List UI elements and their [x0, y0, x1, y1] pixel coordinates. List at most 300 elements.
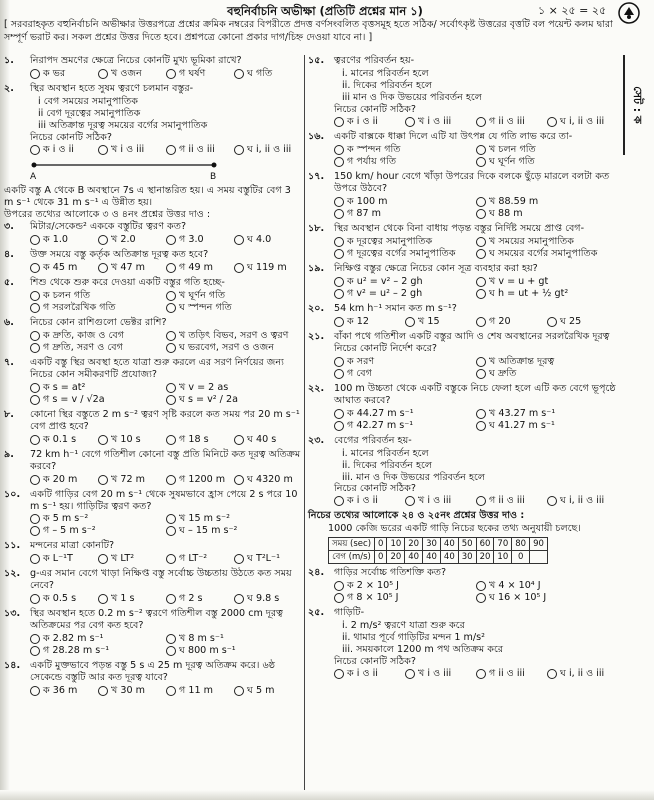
option[interactable]: ঘ স্পন্দন গতি	[166, 302, 302, 314]
option-circle-icon	[98, 435, 108, 445]
option-circle-icon	[30, 69, 40, 79]
table-cell	[530, 551, 548, 564]
table-cell: 20	[476, 551, 494, 564]
option[interactable]: ক সরণ	[334, 356, 476, 368]
question-ask: নিচের কোনটি সঠিক?	[30, 131, 112, 143]
question-4	[4, 249, 302, 261]
question-number: ১৯.	[308, 262, 325, 274]
option-circle-icon	[166, 526, 176, 536]
options-3	[4, 234, 302, 246]
option[interactable]: গ ঘর্ষণ	[166, 68, 234, 80]
option-circle-icon	[166, 145, 176, 155]
option[interactable]: ক দ্রুতি, কাজ ও বেগ	[30, 330, 166, 342]
question-6	[4, 317, 302, 329]
option-circle-icon	[30, 646, 40, 656]
option[interactable]: গ 42.27 m s⁻¹	[334, 420, 476, 432]
marks-label: ১ × ২৫ = ২৫	[538, 4, 607, 17]
question-14	[4, 660, 302, 684]
option-circle-icon	[476, 369, 486, 379]
option[interactable]: খ 47 m	[98, 262, 166, 274]
option[interactable]: ঘ 119 m	[234, 262, 302, 274]
option[interactable]: ঘ T²L⁻¹	[234, 553, 302, 565]
options-19	[308, 276, 618, 300]
option[interactable]: ক 12	[334, 316, 405, 328]
question-text: নিরাপদ ভ্রমণের ক্ষেত্রে নিচের কোনটি মুখ্য ভূমিকা রাখে?	[30, 55, 242, 66]
table-cell: 20	[387, 551, 405, 564]
option[interactable]: খ 72 m	[98, 474, 166, 486]
question-number: ২১.	[308, 330, 325, 342]
option-circle-icon	[30, 594, 40, 604]
option-circle-icon	[30, 145, 40, 155]
option[interactable]: গ দূরত্বের বর্গের সমানুপাতিক	[334, 248, 476, 260]
table-cell: 40	[405, 551, 423, 564]
table-cell: 40	[440, 538, 458, 551]
statement: iii অতিক্রান্ত দূরত্ব সময়ের বর্গের সমানুপাতিক	[38, 119, 208, 131]
option[interactable]: খ 10 s	[98, 434, 166, 446]
option-circle-icon	[334, 581, 344, 591]
option-circle-icon	[476, 496, 486, 506]
option-circle-icon	[476, 289, 486, 299]
option[interactable]: ক 36 m	[30, 685, 98, 697]
table-cell: 0	[375, 538, 387, 551]
options-15	[308, 116, 618, 128]
question-20	[308, 303, 618, 315]
option-circle-icon	[405, 496, 415, 506]
option[interactable]: গ 18 s	[166, 434, 234, 446]
option-circle-icon	[405, 317, 415, 327]
option-circle-icon	[334, 496, 344, 506]
option-circle-icon	[30, 383, 40, 393]
question-ask: নিচের কোনটি সঠিক?	[334, 483, 416, 495]
page-shadow-bottom	[0, 790, 654, 800]
option-circle-icon	[166, 343, 176, 353]
option[interactable]: ক স্পন্দন গতি	[334, 144, 476, 156]
question-text: মিটার/সেকেন্ড² এককে বস্তুটির ত্বরণ কত?	[30, 220, 187, 232]
question-text: একটি মুক্তভাবে পড়ন্ত বস্তু 5 s এ 25 m দূরত্ব অতিক্রম করে। ৬ষ্ঠ সেকেন্ডে বস্তুটি আর কত দূরত্ব যাবে?	[30, 660, 276, 684]
ab-line	[30, 159, 230, 173]
option[interactable]: ঘ 5 m	[234, 685, 302, 697]
option[interactable]: গ বেগ	[334, 368, 476, 380]
option[interactable]: ক i ও ii	[334, 495, 405, 507]
board-seal-icon	[618, 2, 640, 24]
option[interactable]: ক চলন গতি	[30, 290, 166, 302]
option-circle-icon	[476, 421, 486, 431]
option[interactable]: খ 2.0	[98, 234, 166, 246]
option-circle-icon	[476, 237, 486, 247]
statement: ii. দিকের পরিবর্তন হলে	[342, 459, 433, 471]
option[interactable]: খ 8 m s⁻¹	[166, 633, 302, 645]
question-number: ১০.	[4, 488, 21, 500]
options-17	[308, 196, 618, 220]
statement: i বেগ সময়ের সমানুপাতিক	[38, 95, 138, 107]
statement: i. মানের পরিবর্তন হলে	[342, 67, 429, 79]
option[interactable]: ক ভর	[30, 68, 98, 80]
left-column	[4, 55, 302, 700]
question-number: ২৪.	[308, 567, 325, 579]
question-5	[4, 277, 302, 289]
option[interactable]: গ v² = u² – 2 gh	[334, 288, 476, 300]
option-circle-icon	[166, 383, 176, 393]
stem-subtext: 1000 কেজি ভরের একটি গাড়ি নিচের ছকের তথ্য অনুযায়ী চলছে।	[328, 523, 581, 535]
option[interactable]: গ 8 × 10⁵ J	[334, 592, 476, 604]
option[interactable]: ঘ দ্রুতি	[476, 368, 618, 380]
option-circle-icon	[166, 435, 176, 445]
option[interactable]: খ LT²	[98, 553, 166, 565]
option-circle-icon	[547, 117, 557, 127]
option[interactable]: গ ii ও iii	[166, 144, 234, 156]
question-number: ২৫.	[308, 607, 325, 619]
option[interactable]: খ i ও iii	[405, 668, 476, 680]
options-6	[4, 330, 302, 354]
option[interactable]: গ দ্রুতি, সরণ ও বেগ	[30, 342, 166, 354]
option[interactable]: ক s = at²	[30, 382, 166, 394]
question-text: মন্দনের মাত্রা কোনটি?	[30, 540, 115, 552]
question-number: ৯.	[4, 448, 14, 460]
stem-heading: নিচের তথ্যের আলোকে ২৪ ও ২৫নং প্রশ্নের উত্তর দাও :	[308, 510, 525, 522]
question-number: ২.	[4, 82, 14, 94]
option[interactable]: খ তড়িৎ বিভব, সরণ ও ত্বরণ	[166, 330, 302, 342]
statement: ii বেগ দূরত্বের সমানুপাতিক	[38, 107, 141, 119]
option[interactable]: ঘ i, ii ও iii	[547, 495, 618, 507]
option[interactable]: ঘ 4.0	[234, 234, 302, 246]
option[interactable]: গ 2 s	[166, 593, 234, 605]
options-14	[4, 685, 302, 697]
option-circle-icon	[98, 554, 108, 564]
options-24	[308, 580, 618, 604]
option[interactable]: ক 5 m s⁻²	[30, 513, 166, 525]
question-text: g-এর সমান বেগে খাড়া নিক্ষিপ্ত বস্তু সর্বোচ্চ উচ্চতায় উঠতে কত সময় নেবে?	[30, 568, 292, 592]
option-circle-icon	[166, 634, 176, 644]
option[interactable]: গ 28.28 m s⁻¹	[30, 645, 166, 657]
question-12	[4, 568, 302, 592]
table-cell: 60	[476, 538, 494, 551]
table-cell: 30	[458, 551, 476, 564]
question-3	[4, 221, 302, 233]
option[interactable]: খ অতিক্রান্ত দূরত্ব	[476, 356, 618, 368]
option[interactable]: খ চলন গতি	[476, 144, 618, 156]
option[interactable]: ঘ ভরবেগ, সরণ ও ওজন	[166, 342, 302, 354]
question-7	[4, 357, 302, 381]
option-circle-icon	[234, 594, 244, 604]
right-column	[308, 55, 618, 683]
option-circle-icon	[30, 686, 40, 696]
options-11	[4, 553, 302, 565]
option-circle-icon	[166, 395, 176, 405]
option-circle-icon	[334, 593, 344, 603]
option[interactable]: খ v = 2 as	[166, 382, 302, 394]
option[interactable]: ঘ 800 m s⁻¹	[166, 645, 302, 657]
question-number: ৫.	[4, 276, 14, 288]
options-4	[4, 262, 302, 274]
question-text: 100 m উচ্চতা থেকে একটি বস্তুকে নিচে ফেলা হলে এটি কত বেগে ভূপৃষ্ঠে আঘাত করবে?	[334, 382, 616, 406]
question-13	[4, 608, 302, 632]
option-circle-icon	[30, 263, 40, 273]
option-circle-icon	[98, 145, 108, 155]
question-text: স্থির অবস্থান হতে 0.2 m s⁻² ত্বরণে গতিশীল বস্তু 2000 cm দূরত্ব অতিক্রমের পর বেগ কত হবে?	[30, 608, 284, 632]
option[interactable]: ঘ 40 s	[234, 434, 302, 446]
option-circle-icon	[166, 594, 176, 604]
option[interactable]: গ 87 m	[334, 208, 476, 220]
option[interactable]: ক u² = v² – 2 gh	[334, 276, 476, 288]
option[interactable]: গ – 5 m s⁻²	[30, 525, 166, 537]
question-ask: নিচের কোনটি সঠিক?	[334, 656, 416, 668]
option[interactable]: গ সরলরৈখিক গতি	[30, 302, 166, 314]
option[interactable]: ঘ 16 × 10⁵ J	[476, 592, 618, 604]
option[interactable]: ঘ 25	[547, 316, 618, 328]
option-circle-icon	[476, 117, 486, 127]
set-tab	[623, 55, 647, 155]
option[interactable]: খ v = u + gt	[476, 276, 618, 288]
option-circle-icon	[234, 145, 244, 155]
option-circle-icon	[476, 409, 486, 419]
option[interactable]: খ 15	[405, 316, 476, 328]
option[interactable]: ক 20 m	[30, 474, 98, 486]
question-text: 72 km h⁻¹ বেগে গতিশীল কোনো বস্তু প্রতি মিনিটে কত দূরত্ব অতিক্রম করবে?	[30, 448, 301, 472]
option[interactable]: ক 100 m	[334, 196, 476, 208]
option[interactable]: খ 88.59 m	[476, 196, 618, 208]
option[interactable]: ঘ 9.8 s	[234, 593, 302, 605]
option[interactable]: ঘ 4320 m	[234, 474, 302, 486]
option[interactable]: ঘ s = v² / 2a	[166, 394, 302, 406]
question-text: একটি বস্তু স্থির অবস্থা হতে যাত্রা শুরু করলে এর সরণ নির্ণয়ের জন্য নিচের কোন সমীকরণটি প্রযোজ্য?	[30, 356, 284, 380]
question-24	[308, 567, 618, 579]
option-circle-icon	[98, 263, 108, 273]
option-circle-icon	[476, 581, 486, 591]
option-circle-icon	[334, 369, 344, 379]
stem-text: একটি বস্তু A থেকে B অবস্থানে 7s এ স্থানান্তরিত হয়। এ সময় বস্তুটির বেগ 3 m s⁻¹ থেকে 31 m s⁻¹ এ উন্নীত হয়।	[4, 184, 291, 208]
table-cell: 90	[530, 538, 548, 551]
option-circle-icon	[166, 263, 176, 273]
options-8	[4, 434, 302, 446]
option-circle-icon	[30, 634, 40, 644]
stem-ask: উপরের তথ্যের আলোকে ৩ ও ৪নং প্রশ্নের উত্তর দাও :	[4, 208, 211, 220]
option[interactable]: খ 30 m	[98, 685, 166, 697]
option-circle-icon	[334, 249, 344, 259]
options-16	[308, 144, 618, 168]
options-23	[308, 495, 618, 507]
ab-diagram	[30, 159, 302, 183]
option[interactable]: ঘ i, ii ও iii	[234, 144, 302, 156]
option[interactable]: খ 4 × 10⁴ J	[476, 580, 618, 592]
question-number: ২০.	[308, 302, 325, 314]
option-circle-icon	[334, 157, 344, 167]
option-circle-icon	[234, 686, 244, 696]
table-cell: 40	[440, 551, 458, 564]
option-circle-icon	[98, 686, 108, 696]
option[interactable]: গ LT⁻²	[166, 553, 234, 565]
option[interactable]: ঘ i, ii ও iii	[547, 116, 618, 128]
option[interactable]: খ 15 m s⁻²	[166, 513, 302, 525]
option-circle-icon	[476, 593, 486, 603]
question-number: ১৩.	[4, 608, 21, 620]
instructions: [ সরবরাহকৃত বহুনির্বাচনি অভীক্ষার উত্তরপত্রে প্রশ্নের ক্রমিক নম্বরের বিপরীতে প্রদত্ত বর্ণসংবলিত বৃত্তসমূহ হতে সঠিক/ সর্বোৎকৃষ্ট উত্তরের বৃত্তটি বল পয়েন্ট কলম দ্বারা সম্পূর্ণ ভরাট কর। সকল প্রশ্নের উত্তর দিতে হবে। প্রশ্নপত্রে কোনো প্রকার দাগ/চিহ্ন দেওয়া যাবে না। ]	[4, 19, 613, 43]
option-circle-icon	[476, 317, 486, 327]
option-circle-icon	[476, 277, 486, 287]
column-divider	[304, 55, 305, 790]
option-circle-icon	[166, 646, 176, 656]
table-cell: 30	[423, 538, 441, 551]
option[interactable]: খ i ও iii	[405, 495, 476, 507]
option-circle-icon	[30, 303, 40, 313]
option[interactable]: ক L⁻¹T	[30, 553, 98, 565]
option-circle-icon	[234, 263, 244, 273]
option-circle-icon	[476, 209, 486, 219]
option[interactable]: ক 45 m	[30, 262, 98, 274]
option[interactable]: ঘ 41.27 m s⁻¹	[476, 420, 618, 432]
question-23	[308, 435, 618, 447]
option[interactable]: খ i ও iii	[405, 116, 476, 128]
option[interactable]: ক 1.0	[30, 234, 98, 246]
options-5	[4, 290, 302, 314]
option-circle-icon	[334, 197, 344, 207]
option[interactable]: ক দূরত্বের সমানুপাতিক	[334, 236, 476, 248]
option[interactable]: ক 44.27 m s⁻¹	[334, 408, 476, 420]
option[interactable]: গ 1200 m	[166, 474, 234, 486]
option-circle-icon	[30, 526, 40, 536]
question-16	[308, 131, 618, 143]
option-circle-icon	[405, 117, 415, 127]
option[interactable]: ক i ও ii	[334, 668, 405, 680]
question-text: বেগের পরিবর্তন হয়-	[334, 434, 412, 446]
options-2	[4, 144, 302, 156]
option[interactable]: খ ঘূর্ণন গতি	[166, 290, 302, 302]
statement: ii. থামার পূর্বে গাড়িটির মন্দন 1 m/s²	[342, 632, 485, 644]
option[interactable]: ক 2.82 m s⁻¹	[30, 633, 166, 645]
statement: iii. সময়কালে 1200 m পথ অতিক্রম করে	[342, 644, 504, 656]
option[interactable]: গ s = v / √2a	[30, 394, 166, 406]
option-circle-icon	[334, 357, 344, 367]
question-text: গাড়ির সর্বোচ্চ গতিশক্তি কত?	[334, 567, 447, 579]
question-text: একটি গাড়ির বেগ 20 m s⁻¹ থেকে সুষমভাবে হ্রাস পেয়ে 2 s পরে 10 m s⁻¹ হয়। গাড়িটির ত্বরণ কত?	[30, 488, 298, 512]
question-19	[308, 263, 618, 275]
set-label: সেট : ক	[631, 86, 644, 124]
option[interactable]: খ ওজন	[98, 68, 166, 80]
option[interactable]: ক 0.5 s	[30, 593, 98, 605]
table-cell: 0	[375, 551, 387, 564]
option[interactable]: গ 11 m	[166, 685, 234, 697]
velocity-time-table	[328, 537, 548, 564]
options-12	[4, 593, 302, 605]
option[interactable]: গ 3.0	[166, 234, 234, 246]
option-circle-icon	[166, 291, 176, 301]
option-circle-icon	[30, 331, 40, 341]
option-circle-icon	[547, 669, 557, 679]
option-circle-icon	[334, 277, 344, 287]
option-circle-icon	[98, 69, 108, 79]
option[interactable]: ঘ গতি	[234, 68, 302, 80]
question-8	[4, 409, 302, 433]
option[interactable]: ক i ও ii	[334, 116, 405, 128]
option[interactable]: খ 43.27 m s⁻¹	[476, 408, 618, 420]
option-circle-icon	[234, 435, 244, 445]
options-7	[4, 382, 302, 406]
exam-title: বহুনির্বাচনি অভীক্ষা (প্রতিটি প্রশ্নের মান ১)	[227, 4, 423, 18]
option[interactable]: ঘ – 15 m s⁻²	[166, 525, 302, 537]
table-row	[329, 551, 548, 564]
option-circle-icon	[334, 237, 344, 247]
table-cell: 40	[423, 551, 441, 564]
option[interactable]: ক 0.1 s	[30, 434, 98, 446]
question-number: ১৭.	[308, 170, 325, 182]
option-circle-icon	[98, 235, 108, 245]
option-circle-icon	[30, 343, 40, 353]
option-circle-icon	[30, 514, 40, 524]
option[interactable]: ক 2 × 10⁵ J	[334, 580, 476, 592]
option[interactable]: গ ii ও iii	[476, 668, 547, 680]
question-2	[4, 83, 302, 95]
question-number: ১৮.	[308, 222, 325, 234]
option-circle-icon	[334, 289, 344, 299]
question-text: কোনো স্থির বস্তুতে 2 m s⁻² ত্বরণ সৃষ্টি করলে কত সময় পর 20 m s⁻¹ বেগ প্রাপ্ত হবে?	[30, 408, 300, 432]
options-1	[4, 68, 302, 80]
question-number: ২৩.	[308, 434, 325, 446]
question-11	[4, 540, 302, 552]
question-number: ২২.	[308, 382, 325, 394]
option[interactable]: গ ii ও iii	[476, 495, 547, 507]
table-cell: 10	[387, 538, 405, 551]
option-circle-icon	[476, 197, 486, 207]
option[interactable]: গ 49 m	[166, 262, 234, 274]
question-number: ১৪.	[4, 660, 21, 672]
options-13	[4, 633, 302, 657]
option[interactable]: গ পর্যায় গতি	[334, 156, 476, 168]
option[interactable]: গ 20	[476, 316, 547, 328]
option-circle-icon	[334, 209, 344, 219]
option-circle-icon	[334, 317, 344, 327]
statement: iii. মান ও দিক উভয়ের পরিবর্তন হলে	[342, 471, 485, 483]
option[interactable]: খ 1 s	[98, 593, 166, 605]
question-18	[308, 223, 618, 235]
option[interactable]: খ সময়ের সমানুপাতিক	[476, 236, 618, 248]
question-text: একটি বাক্সকে ধাক্কা দিলে এটি যা উৎপন্ন যে গতি লাভ করে তা-	[334, 130, 573, 142]
option-circle-icon	[476, 357, 486, 367]
option[interactable]: ক i ও ii	[30, 144, 98, 156]
table-cell: 0	[512, 551, 530, 564]
option-circle-icon	[234, 235, 244, 245]
option-circle-icon	[166, 514, 176, 524]
point-b-label: B	[210, 171, 217, 182]
option-circle-icon	[234, 69, 244, 79]
option[interactable]: ঘ h = ut + ½ gt²	[476, 288, 618, 300]
option[interactable]: খ i ও iii	[98, 144, 166, 156]
question-15	[308, 55, 618, 67]
question-ask: নিচের কোনটি সঠিক?	[334, 103, 416, 115]
option-circle-icon	[98, 475, 108, 485]
option-circle-icon	[334, 409, 344, 419]
options-22	[308, 408, 618, 432]
option[interactable]: ঘ i, ii ও iii	[547, 668, 618, 680]
option-circle-icon	[334, 669, 344, 679]
option-circle-icon	[30, 395, 40, 405]
option-circle-icon	[30, 475, 40, 485]
question-22	[308, 383, 618, 407]
option-circle-icon	[476, 249, 486, 259]
option[interactable]: গ ii ও iii	[476, 116, 547, 128]
question-10	[4, 489, 302, 513]
option[interactable]: ঘ সময়ের বর্গের সমানুপাতিক	[476, 248, 618, 260]
question-number: ১১.	[4, 540, 21, 552]
question-text: শিশু থেকে শুরু করে দেওয়া একটি বস্তুর গতি হচ্ছে-	[30, 276, 225, 288]
question-text: 150 km/ hour বেগে খাঁড়া উপরের দিকে বলকে ছুঁড়ে মারলে বলটা কত উপরে উঠবে?	[334, 170, 610, 194]
option[interactable]: ঘ ঘূর্ণন গতি	[476, 156, 618, 168]
option-circle-icon	[30, 235, 40, 245]
question-text: ত্বরণের পরিবর্তন হয়-	[334, 55, 415, 66]
option[interactable]: ঘ 88 m	[476, 208, 618, 220]
point-a-label: A	[30, 171, 37, 182]
question-text: নিক্ষিপ্ত বস্তুর ক্ষেত্রে নিচের কোন সূত্র ব্যবহার করা হয়?	[334, 262, 538, 274]
question-text: গাড়িটি-	[334, 607, 365, 619]
statement: i. 2 m/s² ত্বরণে যাত্রা শুরু করে	[342, 620, 465, 632]
